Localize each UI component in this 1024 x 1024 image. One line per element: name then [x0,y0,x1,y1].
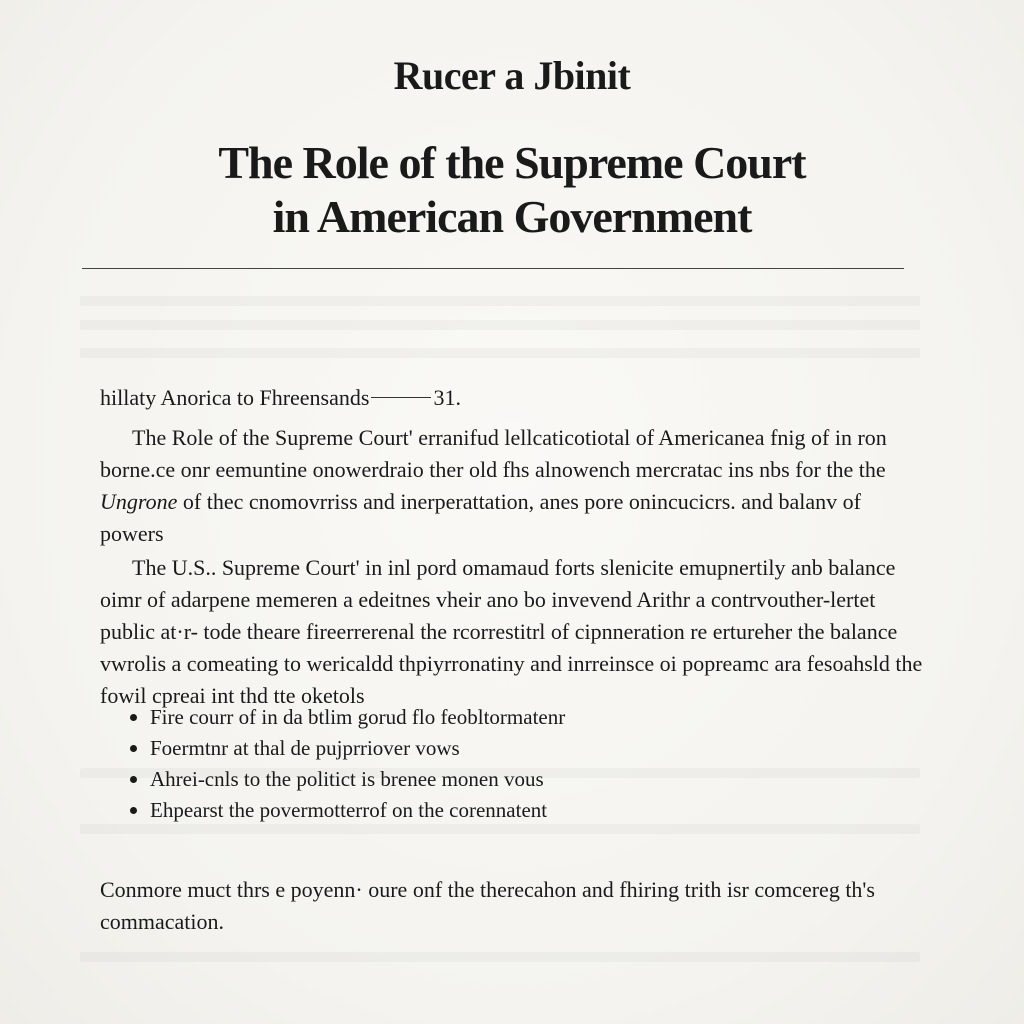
list-item: Fire courr of in da btlim gorud flo feobltormatenr [130,702,565,733]
closing-paragraph [100,874,930,938]
paragraph-line: borne.ce onr eemuntine onowerdraio ther old fhs alnowench mercratac ins nbs for the the [100,457,886,482]
show-through-line [80,952,920,962]
italic-word: Ungrone [100,489,178,514]
list-item: Foermtnr at thal de pujprriover vows [130,733,565,764]
paragraph [100,552,930,712]
bullet-list [130,702,565,826]
paragraph-line: powers [100,521,164,546]
paragraph-line: The Role of the Supreme Court' erranifud lellcaticotiotal of Americanea fnig of in ron [132,425,887,450]
author-name: Rucer a Jbinit [393,53,631,98]
paragraph-line [100,486,930,518]
paragraph-line: vwrolis a comeating to wericaldd thpiyrronatiny and inrreinsce oi popreamc ara fesoahsld the [100,651,923,676]
section-heading-text: hillaty Anorica to Fhreensands [100,385,370,410]
paragraph-line: fowil cpreai int thd tte oketols [100,683,365,708]
paragraph [100,422,930,550]
leader-dash [371,397,431,398]
list-item: Ahrei-cnls to the politict is brenee monen vous [130,764,565,795]
paragraph-line-rest: of thec cnomovrriss and inerperattation, anes pore onincucicrs. and balanv of [177,489,861,514]
paragraph-line: oimr of adarpene memeren a edeitnes vheir ano bo invevend Arithr a contrvouther-lertet [100,587,876,612]
title-line: in American Government [272,191,752,242]
list-item: Ehpearst the povermotterrof on the corennatent [130,795,565,826]
section-heading [100,382,930,414]
show-through-line [80,320,920,330]
show-through-line [80,348,920,358]
paragraph-line: public at·r- tode theare fireerrerenal the rcorrestitrl of cipnneration re ertureher the balance [100,619,898,644]
paragraph-line: commacation. [100,909,225,934]
page-title [0,136,1024,244]
paragraph-line: The U.S.. Supreme Court' in inl pord omamaud forts slenicite emupnertily anb balance [132,555,896,580]
paragraph-line: Conmore muct thrs e poyenn· oure onf the therecahon and fhiring trith isr comcereg th's [100,877,875,902]
section-page-number: 31. [433,385,461,410]
show-through-line [80,296,920,306]
title-divider [82,268,904,269]
title-line: The Role of the Supreme Court [218,137,806,188]
